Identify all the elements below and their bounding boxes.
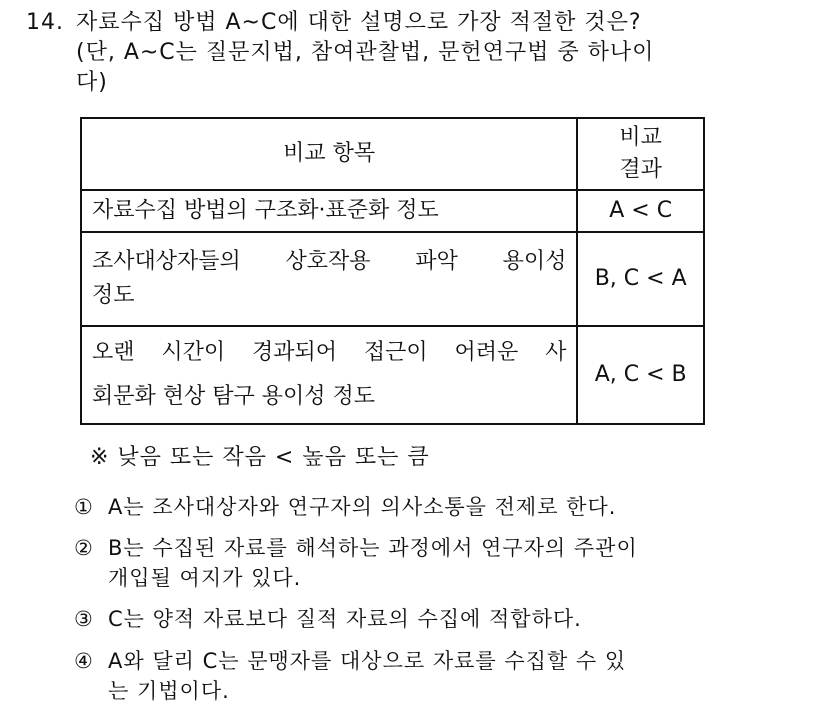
choice-text <box>108 492 778 522</box>
table-row <box>81 232 704 326</box>
comparison-item-cell <box>81 232 577 326</box>
comparison-result-cell: B, C < A <box>577 232 704 326</box>
choice-marker: ② <box>74 536 94 560</box>
comparison-item-cell <box>81 190 577 232</box>
comparison-item-line: 조사대상자들의 상호작용 파악 용이성 <box>92 249 567 274</box>
comparison-item-cell <box>81 326 577 424</box>
question-line: 자료수집 방법 A~C에 대한 설명으로 가장 적절한 것은? <box>76 10 642 35</box>
choice-line: A와 달리 C는 문맹자를 대상으로 자료를 수집할 수 있 <box>108 649 627 673</box>
comparison-result-cell: A < C <box>577 190 704 232</box>
question-number: 14. <box>26 10 64 35</box>
comparison-item-line: 정도 <box>92 283 135 308</box>
question-line: (단, A~C는 질문지법, 참여관찰법, 문헌연구법 중 하나이 <box>76 40 655 65</box>
choice-line: 개입될 여지가 있다. <box>108 566 302 590</box>
choice-marker: ④ <box>74 649 94 673</box>
header-comparison-result <box>577 118 704 190</box>
choice-line: 는 기법이다. <box>108 679 230 703</box>
choice-text <box>108 604 778 634</box>
comparison-item-line: 회문화 현상 탐구 용이성 정도 <box>92 384 375 409</box>
choice-marker: ① <box>74 495 94 519</box>
header-comparison-item: 비교 항목 <box>81 118 577 190</box>
comparison-item-line: 오랜 시간이 경과되어 접근이 어려운 사 <box>92 340 567 365</box>
choice-line: B는 수집된 자료를 해석하는 과정에서 연구자의 주관이 <box>108 536 638 560</box>
question-line: 다) <box>76 70 108 95</box>
table-row <box>81 326 704 424</box>
table-row <box>81 190 704 232</box>
question-text <box>76 8 786 98</box>
comparison-result-cell: A, C < B <box>577 326 704 424</box>
header-result-line: 비교 <box>619 125 662 150</box>
choice-line: C는 양적 자료보다 질적 자료의 수집에 적합하다. <box>108 607 582 631</box>
choice-line: A는 조사대상자와 연구자의 의사소통을 전제로 한다. <box>108 495 617 519</box>
header-result-line: 결과 <box>619 157 662 182</box>
choice-text <box>108 646 778 706</box>
table-note: ※ 낮음 또는 작음 < 높음 또는 큼 <box>90 445 430 470</box>
choice-text <box>108 533 778 593</box>
choice-marker: ③ <box>74 607 94 631</box>
table-header-row <box>81 118 704 190</box>
comparison-item-line: 자료수집 방법의 구조화·표준화 정도 <box>92 198 439 223</box>
comparison-table <box>80 117 705 425</box>
